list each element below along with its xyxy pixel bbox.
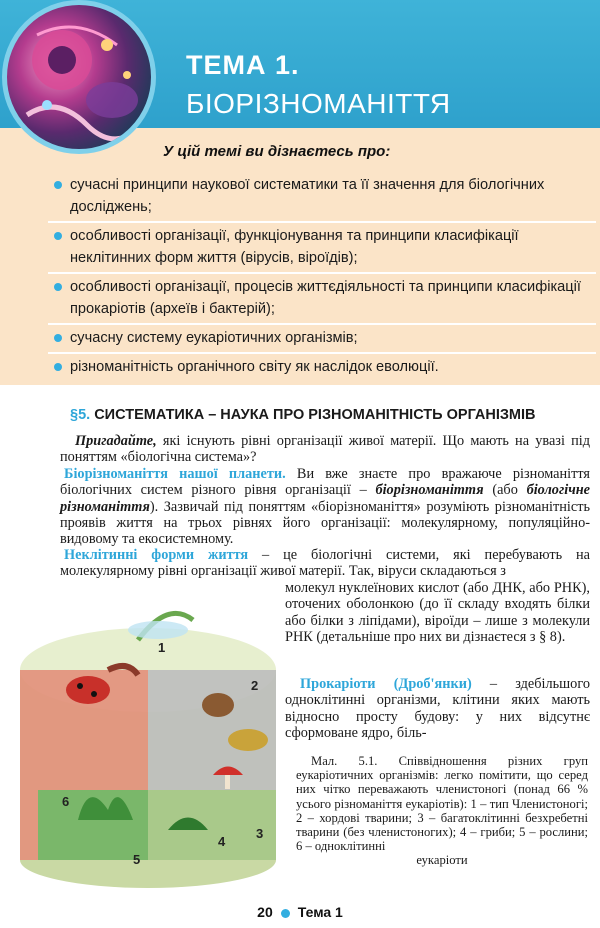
biodiversity-paragraph: Біорізноманіття нашої планети. Ви вже знаєте про вражаюче різноманіття біологічних систем різного рівня організації – біорізноманіття (або біологічне різноманіття). Зазвичай під поняттям «біорізноманіття» розуміють різноманітність проявів життя на трьох рівнях його організації: молекулярному, популяційно-видовому та екосистемному. [60, 466, 590, 548]
noncellular-continuation: молекул нуклеїнових кислот (або ДНК, або РНК), оточених оболонкою (до її складу входять білки або білки з ліпідами), віроїди – лише з молекули РНК (детальніше про них ви дізнаєтеся з § 8). [285, 580, 590, 645]
topic-subtitle: БІОРІЗНОМАНІТТЯ [186, 88, 451, 119]
list-item: особливості організації, процесів життєдіяльності та принципи класифікації прокаріотів (археїв і бактерій); [48, 274, 596, 325]
bullet-icon [54, 283, 62, 291]
bullet-icon [54, 363, 62, 371]
list-item: різноманітність органічного світу як наслідок еволюції. [48, 354, 596, 381]
figure-label: 4 [218, 834, 226, 849]
section-title: СИСТЕМАТИКА – НАУКА ПРО РІЗНОМАНІТНІСТЬ ОРГАНІЗМІВ [94, 407, 536, 423]
learning-list [48, 172, 596, 381]
figure-label: 3 [256, 826, 264, 841]
page-footer [0, 904, 600, 920]
list-item: сучасні принципи наукової систематики та її значення для біологічних досліджень; [48, 172, 596, 223]
topic-title: ТЕМА 1. [186, 50, 300, 80]
list-item: сучасну систему еукаріотичних організмів; [48, 325, 596, 354]
bullet-icon [54, 334, 62, 342]
page-number: 20 [257, 904, 273, 920]
section-heading [70, 407, 536, 423]
prokaryotes-paragraph: Прокаріоти (Дроб'янки) – здебільшого одноклітинні організми, клітини яких мають відносно просту будову: у них відсутнє сформоване ядро, біль- [285, 676, 590, 741]
bullet-icon [54, 181, 62, 189]
noncellular-paragraph: Неклітинні форми життя – це біологічні системи, які перебувають на молекулярному рівні організації живої матерії. Так, віруси складаються з [60, 547, 590, 580]
figure-label: 6 [62, 794, 70, 809]
section-number: §5. [70, 407, 91, 423]
figure-label: 2 [251, 678, 259, 693]
cell-illustration [2, 0, 156, 154]
footer-topic: Тема 1 [297, 904, 343, 920]
figure-caption: Мал. 5.1. Співвідношення різних груп еукаріотичних організмів: легко помітити, що серед них чітко переважають членистоногі (понад 66 % усього різноманіття еукаріотів): 1 – тип Членистоногі; 2 – хордові тварини; 3 – багатоклітинні безхребетні тварини (без членистоногих); 4 – гриби; 5 – рослини; 6 – одноклітинні еукаріоти [296, 754, 588, 868]
footer-dot-icon [281, 909, 290, 918]
recall-paragraph: Пригадайте, які існують рівні організації живої матерії. Що мають на увазі під поняттям «біологічна система»? [60, 433, 590, 466]
eukaryote-diversity-figure [18, 590, 293, 890]
figure-label: 1 [158, 640, 166, 655]
figure-label: 5 [133, 852, 141, 867]
bullet-icon [54, 232, 62, 240]
list-item: особливості організації, функціонування та принципи класифікації неклітинних форм життя (вірусів, віроїдів); [48, 223, 596, 274]
intro-lead: У цій темі ви дізнаєтесь про: [163, 143, 391, 160]
